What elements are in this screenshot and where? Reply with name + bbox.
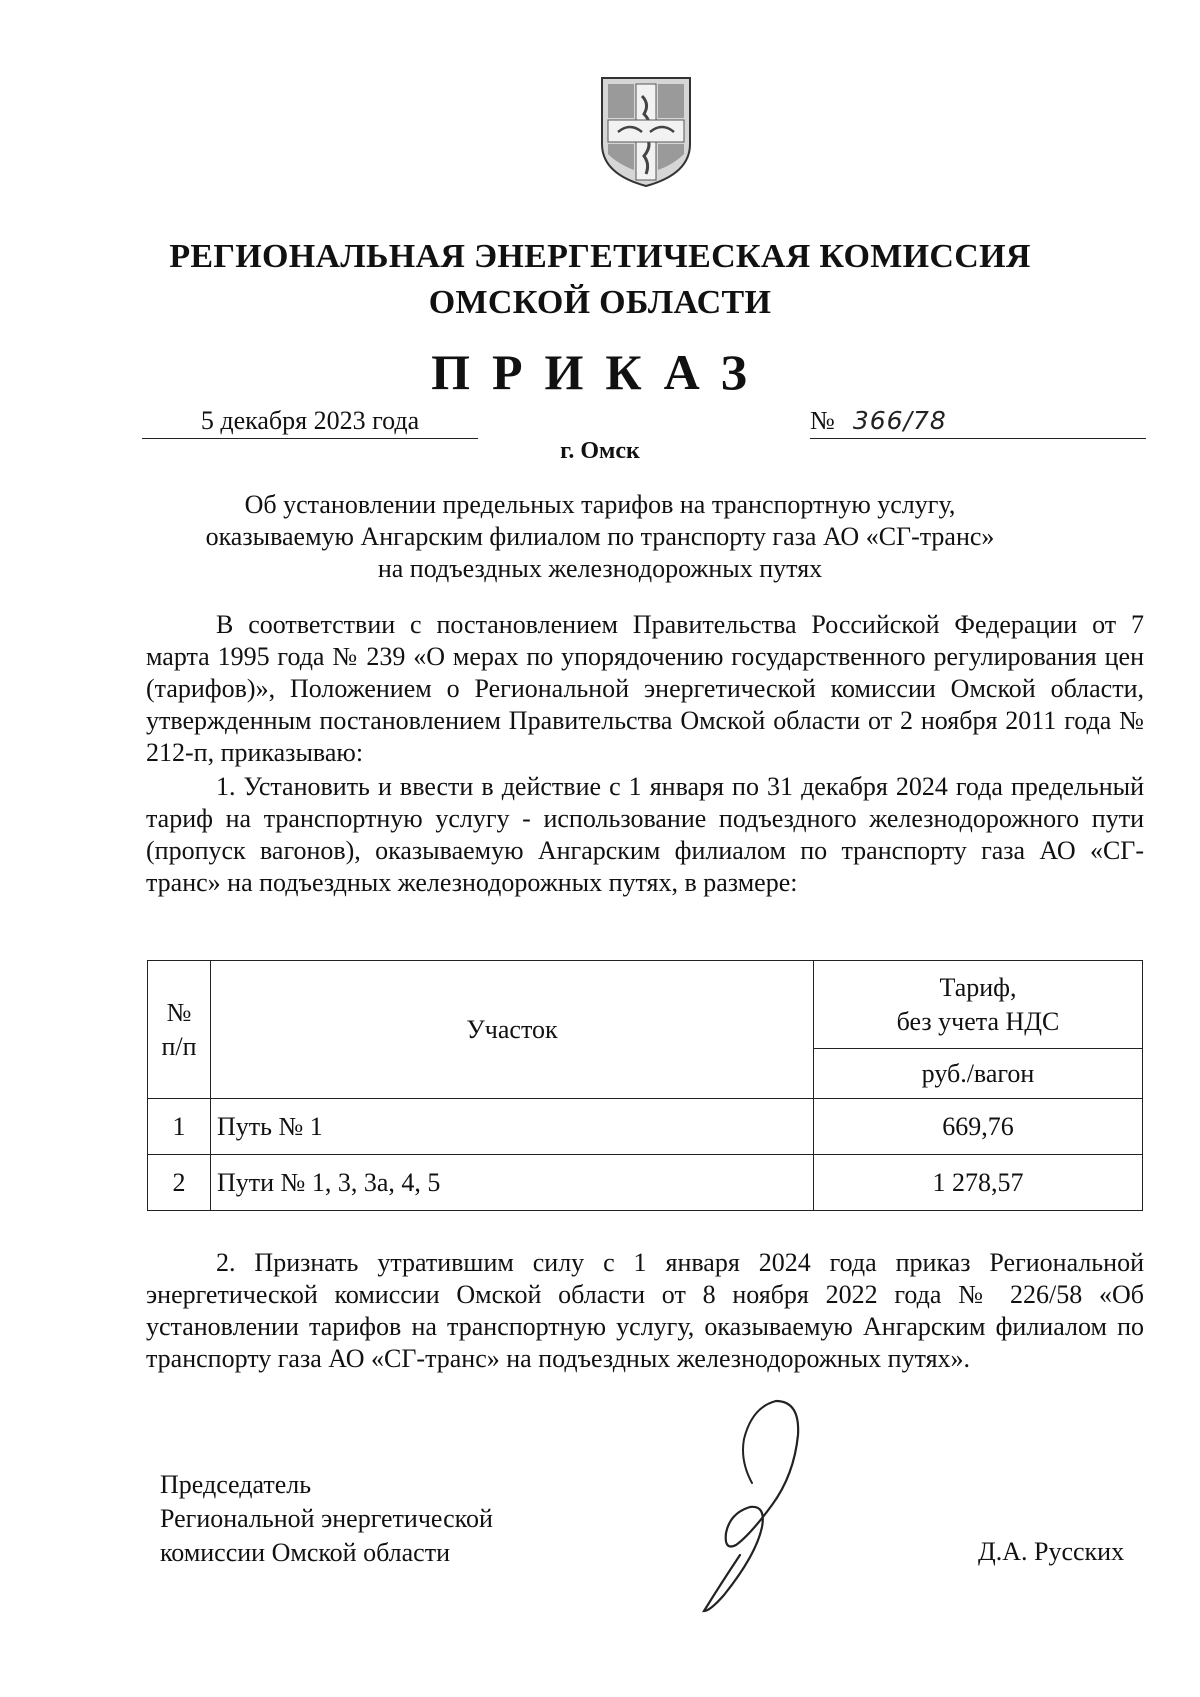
row-section: Пути № 1, 3, 3а, 4, 5 [211,1155,814,1211]
order-number [810,404,1146,439]
row-number: 1 [148,1099,211,1155]
row-number: 2 [148,1155,211,1211]
organization-title [0,234,1200,326]
coat-of-arms-icon [598,74,694,190]
tariff-table [147,960,1143,1211]
header-tariff-line2: без учета НДС [896,1006,1060,1036]
subject-line2: оказываемую Ангарским филиалом по транспорту газа АО «СГ-транс» [205,522,995,551]
header-tariff-line1: Тариф, [939,972,1017,1002]
order-date: 5 декабря 2023 года [142,404,478,439]
table-row [148,1155,1143,1211]
signature-icon [680,1395,820,1615]
header-number-line2: п/п [161,1031,197,1061]
document-type: ПРИКАЗ [431,344,769,400]
item-1-paragraph: 1. Установить и ввести в действие с 1 января по 31 декабря 2024 года предельный тариф на транспортную услугу - использование подъездного железнодорожного пути (пропуск вагонов), оказываемую Ангарским филиалом по транспорту газа АО «СГ-транс» на подъездных железнодорожных путях, в размере: [146,772,1144,897]
subject-line3: на подъездных железнодорожных путях [377,554,823,583]
table-header-row [148,961,1143,1049]
header-unit: руб./вагон [814,1049,1143,1099]
signatory-position [160,1468,493,1570]
preamble-paragraph: В соответствии с постановлением Правительства Российской Федерации от 7 марта 1995 года № 239 «О мерах по упорядочению государственного регулирования цен (тарифов)», Положением о Региональной энергетической комиссии Омской области, утвержденным постановлением Правительства Омской области от 2 ноября 2011 года № 212-п, приказываю: [146,610,1144,767]
subject-line1: Об установлении предельных тарифов на транспортную услугу, [244,490,956,519]
row-section: Путь № 1 [211,1099,814,1155]
position-line1: Председатель [160,1470,312,1499]
org-title-line1: РЕГИОНАЛЬНАЯ ЭНЕРГЕТИЧЕСКАЯ КОМИССИЯ [169,238,1031,275]
position-line3: комиссии Омской области [160,1538,450,1567]
header-section: Участок [211,961,814,1099]
item-2-paragraph: 2. Признать утратившим силу с 1 января 2024 года приказ Региональной энергетической комиссии Омской области от 8 ноября 2022 года № 226/58 «Об установлении тарифов на транспортную услугу, оказываемую Ангарским филиалом по транспорту газа АО «СГ-транс» на подъездных железнодорожных путях». [146,1248,1144,1373]
org-title-line2: ОМСКОЙ ОБЛАСТИ [428,284,772,321]
position-line2: Региональной энергетической [160,1504,493,1533]
header-number [148,961,211,1099]
row-tariff-value: 669,76 [814,1099,1143,1155]
header-tariff [814,961,1143,1049]
handwritten-number: 366/78 [852,406,947,435]
number-label: № [810,406,835,435]
table-row [148,1099,1143,1155]
city: г. Омск [560,438,640,464]
header-number-line1: № [166,997,192,1027]
order-subject [0,489,1200,585]
row-tariff-value: 1 278,57 [814,1155,1143,1211]
signatory-name: Д.А. Русских [978,1537,1125,1566]
